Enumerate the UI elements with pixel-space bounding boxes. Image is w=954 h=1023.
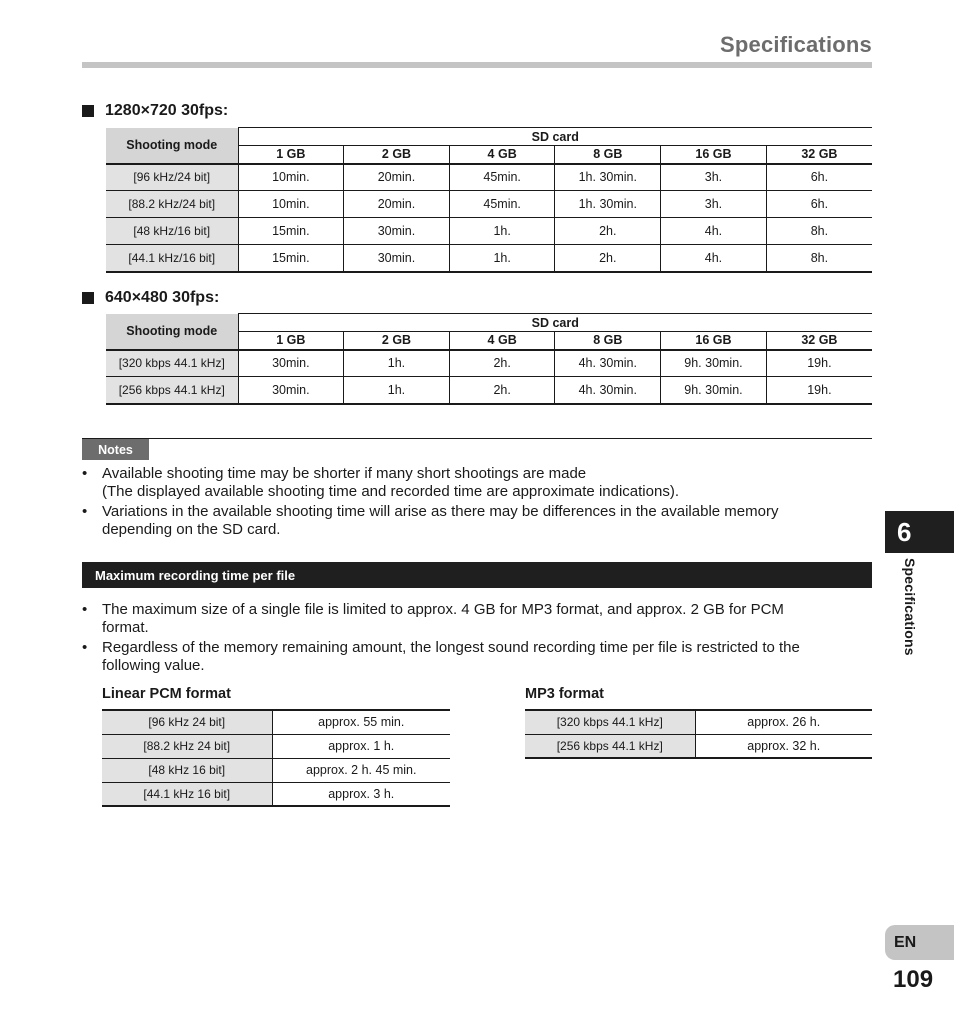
time-cell: 2h. [449, 350, 555, 377]
chapter-tab: 6 [885, 511, 954, 553]
language-tab: EN [885, 925, 954, 960]
notes-list [82, 465, 872, 541]
capacity-header: 4 GB [449, 146, 555, 164]
max-recording-text: following value. [102, 657, 205, 674]
mode-cell: [320 kbps 44.1 kHz] [106, 350, 238, 377]
note-text: depending on the SD card. [102, 521, 281, 538]
table-row [106, 377, 872, 404]
table-720 [106, 127, 872, 273]
time-cell: 8h. [766, 245, 872, 272]
chapter-label: Specifications [902, 558, 918, 656]
page-number: 109 [893, 966, 934, 993]
header-rule [82, 62, 872, 68]
mp3-format-title: MP3 format [525, 686, 604, 702]
mode-cell: [96 kHz 24 bit] [102, 710, 272, 734]
time-cell: approx. 2 h. 45 min. [272, 758, 450, 782]
page-title: Specifications [720, 32, 872, 57]
pcm-table [102, 709, 450, 807]
time-cell: 9h. 30min. [661, 350, 767, 377]
capacity-header: 1 GB [238, 332, 344, 350]
time-cell: 1h. [344, 377, 450, 404]
mode-cell: [256 kbps 44.1 kHz] [525, 734, 695, 758]
time-cell: 6h. [766, 164, 872, 191]
time-cell: 20min. [344, 191, 450, 218]
table-row [106, 191, 872, 218]
capacity-header: 4 GB [449, 332, 555, 350]
bullet-icon: • [82, 601, 88, 618]
time-cell: 6h. [766, 191, 872, 218]
time-cell: 20min. [344, 164, 450, 191]
time-cell: approx. 26 h. [695, 710, 872, 734]
time-cell: 45min. [449, 191, 555, 218]
time-cell: 1h. 30min. [555, 164, 661, 191]
table-row [102, 758, 450, 782]
time-cell: approx. 55 min. [272, 710, 450, 734]
notes-label: Notes [82, 439, 149, 460]
shooting-mode-header: Shooting mode [106, 314, 238, 350]
list-item [82, 601, 872, 637]
time-cell: 10min. [238, 191, 344, 218]
list-item [82, 639, 872, 675]
max-recording-text: Regardless of the memory remaining amount, the longest sound recording time per file is restricted to the [102, 639, 800, 656]
time-cell: 30min. [238, 350, 344, 377]
note-text: Variations in the available shooting time will arise as there may be differences in the available memory [102, 503, 779, 520]
list-item [82, 465, 872, 501]
capacity-header: 16 GB [661, 146, 767, 164]
mode-cell: [48 kHz 16 bit] [102, 758, 272, 782]
capacity-header: 2 GB [344, 146, 450, 164]
time-cell: 8h. [766, 218, 872, 245]
max-recording-text: format. [102, 619, 149, 636]
mp3-table [525, 709, 872, 759]
table-row [106, 218, 872, 245]
pcm-format-title: Linear PCM format [102, 686, 231, 702]
notes-rule [82, 438, 872, 439]
table-row [525, 710, 872, 734]
time-cell: 15min. [238, 218, 344, 245]
shooting-mode-header: Shooting mode [106, 128, 238, 164]
section-heading-720 [82, 102, 228, 120]
bullet-icon: • [82, 639, 88, 656]
capacity-header: 1 GB [238, 146, 344, 164]
mode-cell: [48 kHz/16 bit] [106, 218, 238, 245]
mode-cell: [88.2 kHz 24 bit] [102, 734, 272, 758]
section-heading-480 [82, 289, 219, 307]
time-cell: 4h. 30min. [555, 377, 661, 404]
time-cell: 4h. 30min. [555, 350, 661, 377]
time-cell: 1h. [449, 218, 555, 245]
max-recording-text: The maximum size of a single file is limited to approx. 4 GB for MP3 format, and approx. 2 GB for PCM [102, 601, 784, 618]
table-row [102, 782, 450, 806]
time-cell: approx. 32 h. [747, 738, 821, 753]
table-row [106, 245, 872, 272]
time-cell: 9h. 30min. [661, 377, 767, 404]
capacity-header: 16 GB [661, 332, 767, 350]
time-cell: 19h. [766, 377, 872, 404]
square-bullet-icon [82, 105, 94, 117]
bullet-icon: • [82, 465, 88, 482]
time-cell: 19h. [766, 350, 872, 377]
section-heading-720-text: 1280×720 30fps: [105, 102, 229, 119]
max-recording-list [82, 601, 872, 677]
mode-cell: [44.1 kHz/16 bit] [106, 245, 238, 272]
table-row [106, 164, 872, 191]
time-cell: 1h. 30min. [555, 191, 661, 218]
time-cell: 3h. [661, 191, 767, 218]
capacity-header: 32 GB [766, 332, 872, 350]
time-cell: 3h. [661, 164, 767, 191]
table-480 [106, 313, 872, 405]
time-cell: 15min. [238, 245, 344, 272]
time-cell: 30min. [344, 218, 450, 245]
time-cell: approx. 3 h. [328, 786, 395, 801]
square-bullet-icon [82, 292, 94, 304]
table-row [106, 350, 872, 377]
capacity-header: 2 GB [344, 332, 450, 350]
max-recording-heading: Maximum recording time per file [82, 562, 872, 588]
mode-cell: [256 kbps 44.1 kHz] [106, 377, 238, 404]
time-cell: 30min. [238, 377, 344, 404]
section-heading-480-text: 640×480 30fps: [105, 289, 220, 306]
time-cell: 4h. [661, 218, 767, 245]
time-cell: 2h. [555, 218, 661, 245]
time-cell: approx. 1 h. [272, 734, 450, 758]
capacity-header: 8 GB [555, 332, 661, 350]
sd-card-header: SD card [238, 128, 872, 146]
time-cell: 10min. [238, 164, 344, 191]
time-cell: 2h. [555, 245, 661, 272]
capacity-header: 32 GB [766, 146, 872, 164]
capacity-header: 8 GB [555, 146, 661, 164]
list-item [82, 503, 872, 539]
mode-cell: [320 kbps 44.1 kHz] [525, 710, 695, 734]
mode-cell: [44.1 kHz 16 bit] [102, 782, 272, 806]
table-row [525, 734, 872, 758]
table-row [102, 734, 450, 758]
time-cell: 1h. [449, 245, 555, 272]
mode-cell: [96 kHz/24 bit] [106, 164, 238, 191]
note-text: Available shooting time may be shorter if many short shootings are made [102, 465, 587, 482]
time-cell: 4h. [661, 245, 767, 272]
time-cell: 2h. [449, 377, 555, 404]
time-cell: 1h. [344, 350, 450, 377]
time-cell: 45min. [449, 164, 555, 191]
note-text: (The displayed available shooting time and recorded time are approximate indications). [102, 483, 679, 500]
mode-cell: [88.2 kHz/24 bit] [106, 191, 238, 218]
table-row [102, 710, 450, 734]
time-cell: 30min. [344, 245, 450, 272]
bullet-icon: • [82, 503, 88, 520]
sd-card-header: SD card [238, 314, 872, 332]
